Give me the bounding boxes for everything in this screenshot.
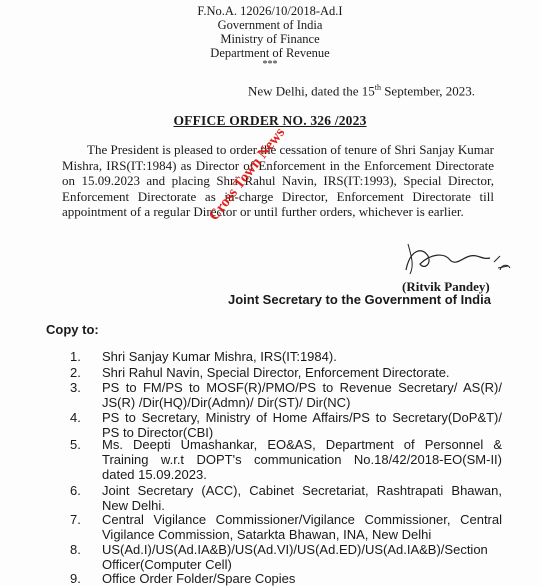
list-text: US(Ad.I)/US(Ad.IA&B)/US(Ad.VI)/US(Ad.ED)/US(Ad.IA&B)/Section Officer(Computer Cell)	[102, 542, 488, 572]
date-superscript: th	[374, 83, 381, 92]
ministry-line: Ministry of Finance	[220, 32, 320, 46]
signatory-name: (Ritvik Pandey)	[402, 279, 490, 294]
list-number: 9.	[70, 571, 81, 586]
letterhead	[0, 4, 540, 74]
date-suffix: September, 2023.	[380, 83, 476, 99]
list-number: 8.	[70, 542, 81, 557]
copy-to-heading: Copy to:	[46, 322, 99, 337]
date-line	[248, 83, 475, 99]
list-text: PS to FM/PS to MOSF(R)/PMO/PS to Revenue Secretary/ AS(R)/ JS(R) /Dir(HQ)/Dir(Admn)/ Dir(ST)/ Dir(NC)	[102, 380, 502, 410]
file-number: F.No.A. 12026/10/2018-Ad.I	[197, 4, 343, 18]
government-line: Government of India	[217, 18, 323, 32]
list-number: 6.	[70, 483, 81, 498]
list-text: Central Vigilance Commissioner/Vigilance Commissioner, Central Vigilance Commission, Satarkta Bhawan, INA, New Delhi	[102, 512, 502, 542]
list-number: 2.	[70, 365, 81, 380]
list-text: Joint Secretary (ACC), Cabinet Secretariat, Rashtrapati Bhawan, New Delhi.	[102, 483, 502, 513]
order-title: OFFICE ORDER NO. 326 /2023	[173, 113, 367, 128]
list-number: 7.	[70, 512, 81, 527]
separator-stars: ***	[262, 59, 278, 70]
department-line: Department of Revenue	[210, 46, 330, 60]
list-number: 3.	[70, 380, 81, 395]
list-text: Shri Rahul Navin, Special Director, Enforcement Directorate.	[102, 365, 450, 380]
list-text: Shri Sanjay Kumar Mishra, IRS(IT:1984).	[102, 349, 337, 364]
list-number: 4.	[70, 410, 81, 425]
list-text: PS to Secretary, Ministry of Home Affairs/PS to Secretary(DoP&T)/ PS to Director(CBI)	[102, 410, 502, 440]
list-number: 5.	[70, 437, 81, 452]
list-text: Office Order Folder/Spare Copies	[102, 571, 296, 586]
handwritten-signature-icon	[400, 240, 515, 282]
list-text: Ms. Deepti Umashankar, EO&AS, Department of Personnel & Training w.r.t DOPT's communication No.18/42/2018-EO(SM-II) dated 15.09.2023.	[102, 437, 502, 482]
list-number: 1.	[70, 349, 81, 364]
date-prefix: New Delhi, dated the 15	[248, 83, 375, 99]
watermark-text: Cross Town News	[206, 124, 289, 224]
order-body-paragraph: The President is pleased to order the cessation of tenure of Shri Sanjay Kumar Mishra, IRS(IT:1984) as Director of Enforcement in the Enforcement Directorate on 15.09.2023 and placing Shri Rahul Navin, IRS(IT:1993), Special Director, Enforcement Directorate as in-charge Director, Enforcement Directorate till appointment of a regular Director or until further orders, whichever is earlier.	[62, 142, 494, 220]
signatory-designation: Joint Secretary to the Government of India	[228, 292, 491, 307]
